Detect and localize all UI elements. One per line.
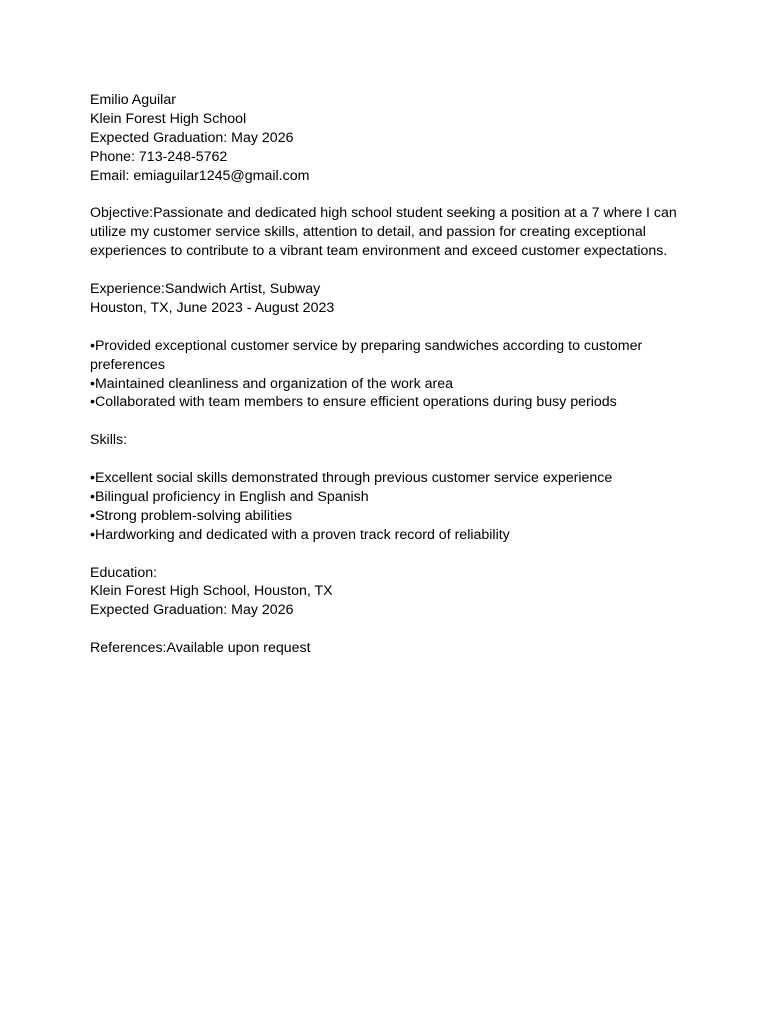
skills-section	[90, 431, 680, 544]
resume-content	[90, 91, 680, 658]
objective-line: utilize my customer service skills, attention to detail, and passion for creating exceptional	[90, 224, 646, 241]
experience-bullet: •Collaborated with team members to ensure efficient operations during busy periods	[90, 394, 617, 411]
experience-bullet-continuation: preferences	[90, 356, 165, 373]
contact-block	[90, 91, 680, 186]
spacer	[90, 186, 680, 205]
spacer	[90, 318, 680, 337]
skill-bullet: •Strong problem-solving abilities	[90, 507, 293, 524]
experience-title: Experience:Sandwich Artist, Subway	[90, 281, 321, 298]
experience-location-dates: Houston, TX, June 2023 - August 2023	[90, 299, 335, 316]
skill-bullet: •Excellent social skills demonstrated through previous customer service experience	[90, 470, 613, 487]
objective-section	[90, 204, 680, 261]
skill-bullet: •Bilingual proficiency in English and Spanish	[90, 488, 369, 505]
skills-heading: Skills:	[90, 432, 128, 449]
objective-line: experiences to contribute to a vibrant team environment and exceed customer expectations.	[90, 243, 668, 260]
email-address: Email: emiaguilar1245@gmail.com	[90, 167, 310, 184]
spacer	[90, 261, 680, 280]
expected-graduation: Expected Graduation: May 2026	[90, 129, 294, 146]
school-name: Klein Forest High School	[90, 110, 247, 127]
references-section	[90, 639, 680, 658]
spacer	[90, 545, 680, 564]
education-graduation: Expected Graduation: May 2026	[90, 602, 294, 619]
education-heading: Education:	[90, 564, 158, 581]
spacer	[90, 620, 680, 639]
spacer	[90, 412, 680, 431]
education-section	[90, 564, 680, 621]
experience-bullet: •Provided exceptional customer service by preparing sandwiches according to customer	[90, 337, 643, 354]
applicant-name: Emilio Aguilar	[90, 92, 176, 108]
spacer	[90, 450, 680, 469]
references-text: References:Available upon request	[90, 640, 311, 657]
skill-bullet: •Hardworking and dedicated with a proven track record of reliability	[90, 526, 510, 543]
experience-bullet: •Maintained cleanliness and organization of the work area	[90, 375, 454, 392]
phone-number: Phone: 713-248-5762	[90, 148, 228, 165]
education-school: Klein Forest High School, Houston, TX	[90, 583, 333, 600]
objective-line: Objective:Passionate and dedicated high school student seeking a position at a 7 where I can	[90, 205, 677, 222]
experience-section	[90, 280, 680, 412]
